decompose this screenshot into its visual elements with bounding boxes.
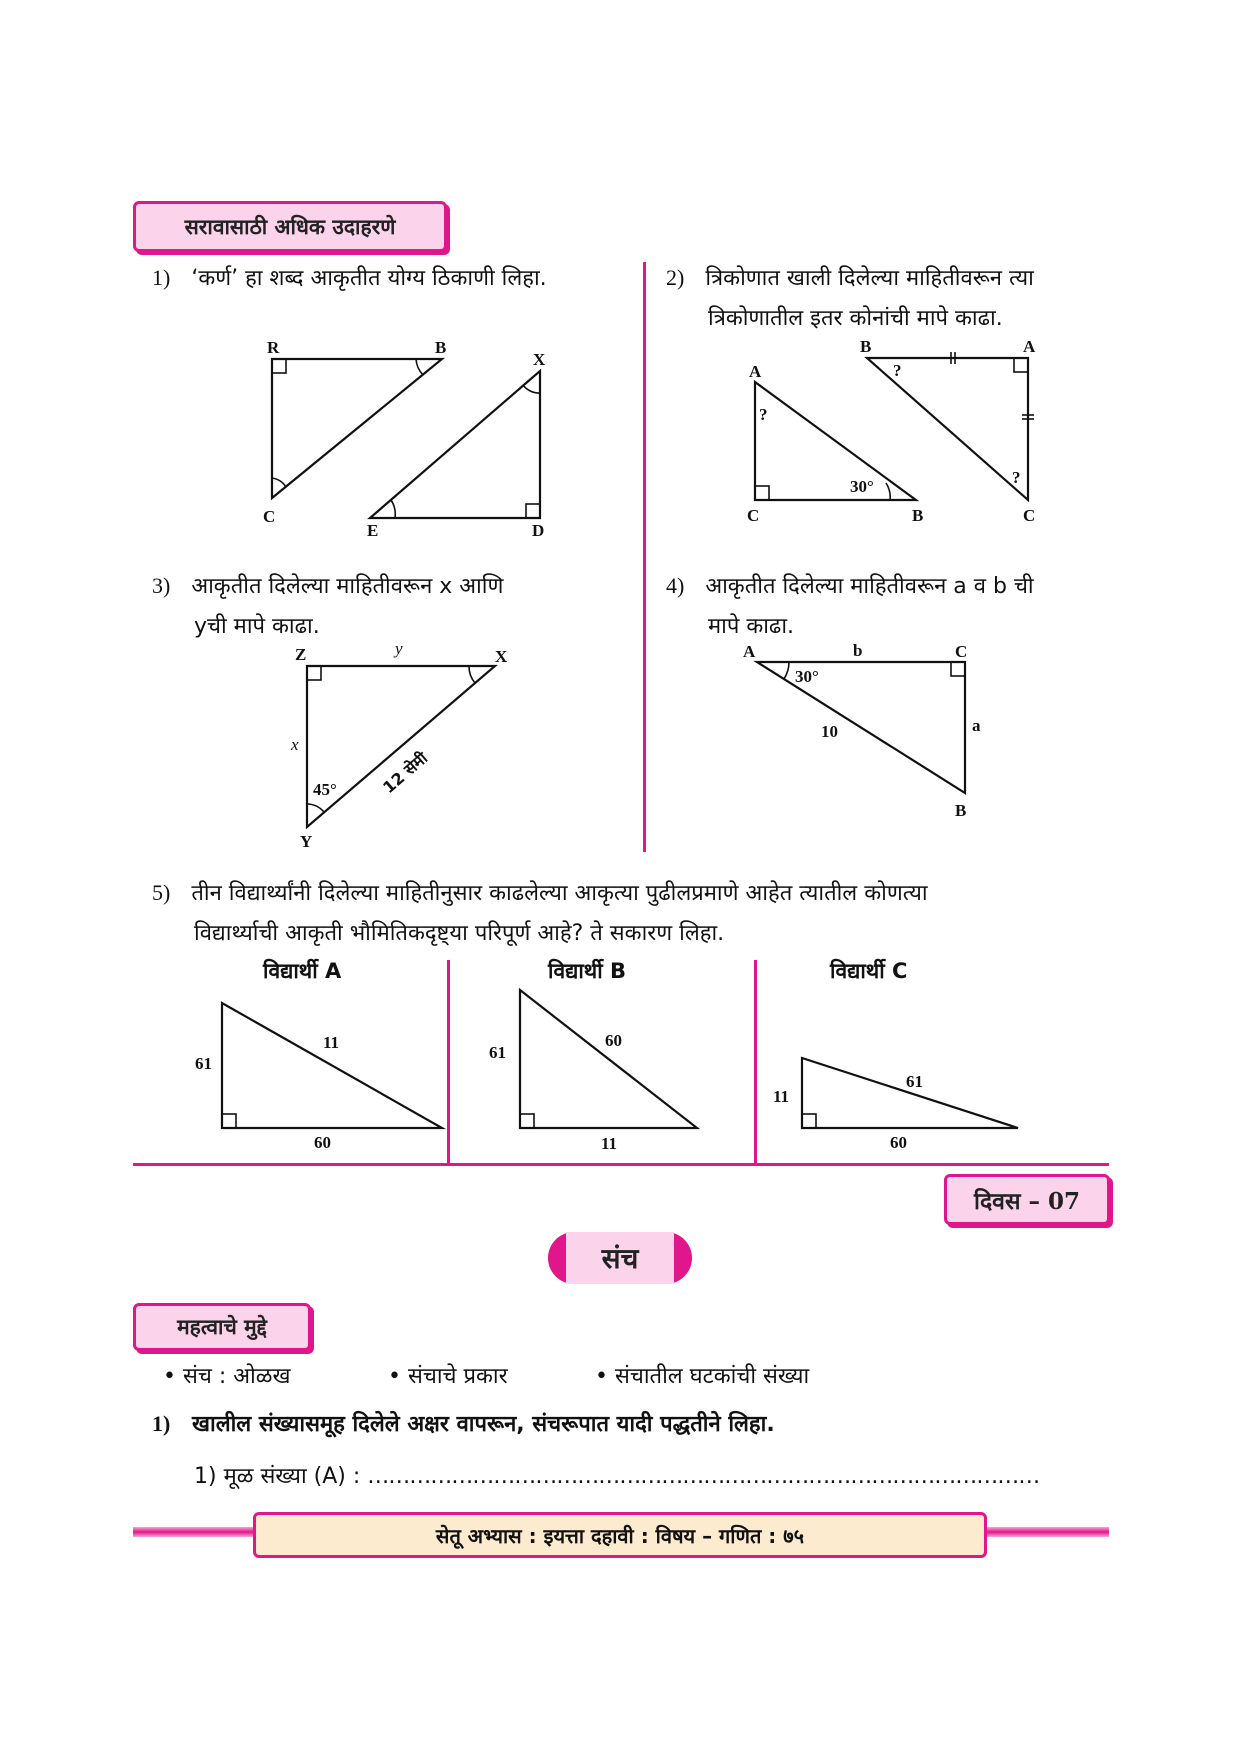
practice-header (133, 201, 447, 252)
student-a-left: 61 (195, 1054, 212, 1073)
student-a-title: विद्यार्थी A (263, 959, 342, 983)
question-2 (666, 258, 1116, 339)
figure-4 (735, 640, 995, 820)
question-1 (152, 258, 632, 299)
fig2-question-1: ? (759, 405, 768, 424)
question-3-line1: आकृतीत दिलेल्या माहितीवरून x आणि (191, 574, 504, 599)
fig4-label-C: C (955, 642, 968, 661)
fig2-label-C2: C (1023, 506, 1036, 525)
student-c-left: 11 (773, 1087, 790, 1106)
question-3-number: 3) (152, 573, 171, 598)
student-c-figure (770, 1050, 1030, 1155)
figure-1 (255, 335, 575, 545)
fig1-label-R: R (267, 338, 280, 357)
question-4-line2: मापे काढा. (708, 614, 795, 639)
day-badge (944, 1174, 1110, 1225)
column-divider (643, 262, 646, 852)
question-3-line2: yची मापे काढा. (194, 614, 320, 639)
fig2-label-A2: A (1023, 337, 1036, 356)
student-a-base: 60 (314, 1133, 331, 1152)
exercise-1-number: 1) (152, 1411, 171, 1436)
sub-question-1-dots: …………………………………………………………………………………… (367, 1464, 1040, 1489)
fig1-label-C: C (263, 507, 276, 526)
fig4-angle: 30° (795, 667, 819, 686)
figure-2 (745, 335, 1065, 525)
fig3-hyp: 12 सेमी (379, 748, 432, 798)
student-c-hyp: 61 (906, 1072, 923, 1091)
set-title-pill (548, 1232, 692, 1284)
point-3-text: संचातील घटकांची संख्या (614, 1364, 810, 1389)
fig1-label-B: B (435, 338, 447, 357)
question-4 (666, 566, 1116, 647)
fig3-label-x: x (291, 735, 299, 754)
fig3-label-y: y (395, 639, 403, 658)
fig3-angle: 45° (313, 780, 337, 799)
exercise-1 (152, 1404, 1112, 1445)
question-1-text: ‘कर्ण’ हा शब्द आकृतीत योग्य ठिकाणी लिहा. (191, 266, 547, 291)
fig3-label-Y: Y (300, 832, 313, 851)
important-header-text: महत्वाचे मुद्दे (177, 1315, 267, 1339)
exercise-1-text: खालील संख्यासमूह दिलेले अक्षर वापरून, संचरूपात यादी पद्धतीने लिहा. (192, 1412, 775, 1437)
point-3: • संचातील घटकांची संख्या (595, 1364, 810, 1389)
student-a-figure (190, 995, 450, 1155)
question-5-number: 5) (152, 880, 171, 905)
fig4-label-A: A (743, 642, 756, 661)
point-2-text: संचाचे प्रकार (407, 1364, 508, 1389)
day-badge-text: दिवस – 07 (973, 1187, 1081, 1215)
fig2-question-3: ? (1012, 468, 1021, 487)
student-b-title: विद्यार्थी B (548, 959, 626, 983)
student-c-base: 60 (890, 1133, 907, 1152)
point-1: • संच : ओळख (163, 1364, 291, 1389)
set-title: संच (601, 1242, 639, 1275)
question-4-line1: आकृतीत दिलेल्या माहितीवरून a व b ची (705, 574, 1034, 599)
student-c-title: विद्यार्थी C (830, 959, 908, 983)
fig2-label-A1: A (749, 362, 762, 381)
footer-text: सेतू अभ्यास : इयत्ता दहावी : विषय – गणित : ७५ (435, 1523, 805, 1548)
fig4-label-b: b (853, 641, 863, 660)
question-2-number: 2) (666, 265, 685, 290)
point-2: • संचाचे प्रकार (388, 1364, 508, 1389)
student-b-figure (485, 980, 725, 1155)
fig3-label-Z: Z (295, 645, 307, 664)
sub-question-1 (194, 1457, 1114, 1497)
fig2-label-B1: B (912, 506, 924, 525)
question-3 (152, 566, 632, 647)
student-b-hyp: 60 (605, 1031, 622, 1050)
fig4-hyp: 10 (821, 722, 838, 741)
fig1-label-X: X (533, 350, 546, 369)
student-bottom-rule (133, 1163, 1109, 1166)
fig2-label-C1: C (747, 506, 760, 525)
student-divider-2 (754, 960, 757, 1165)
figure-3 (285, 640, 525, 850)
important-header (133, 1303, 311, 1351)
fig1-label-E: E (367, 521, 379, 540)
question-5-line1: तीन विद्यार्थ्यांनी दिलेल्या माहितीनुसार काढलेल्या आकृत्या पुढीलप्रमाणे आहेत त्यातील कोणत्या (191, 881, 928, 906)
fig4-label-B: B (955, 801, 967, 820)
student-a-hyp: 11 (323, 1033, 340, 1052)
question-1-number: 1) (152, 265, 171, 290)
student-b-left: 61 (489, 1043, 506, 1062)
fig2-question-2: ? (893, 361, 902, 380)
question-4-number: 4) (666, 573, 685, 598)
fig4-label-a: a (972, 716, 981, 735)
fig2-label-B2: B (860, 337, 872, 356)
fig1-label-D: D (532, 521, 545, 540)
fig3-label-X: X (495, 647, 508, 666)
sub-question-1-label: 1) मूळ संख्या (A) : (194, 1464, 361, 1489)
question-5-line2: विद्यार्थ्याची आकृती भौमितिकदृष्ट्या परिपूर्ण आहे? ते सकारण लिहा. (194, 921, 725, 946)
footer-box (253, 1512, 987, 1558)
practice-header-text: सरावासाठी अधिक उदाहरणे (184, 214, 396, 239)
fig2-angle: 30° (850, 477, 874, 496)
question-2-line2: त्रिकोणातील इतर कोनांची मापे काढा. (708, 306, 1003, 331)
student-b-base: 11 (601, 1134, 618, 1153)
point-1-text: संच : ओळख (182, 1364, 291, 1389)
question-5 (152, 873, 1112, 954)
question-2-line1: त्रिकोणात खाली दिलेल्या माहितीवरून त्या (705, 266, 1034, 291)
